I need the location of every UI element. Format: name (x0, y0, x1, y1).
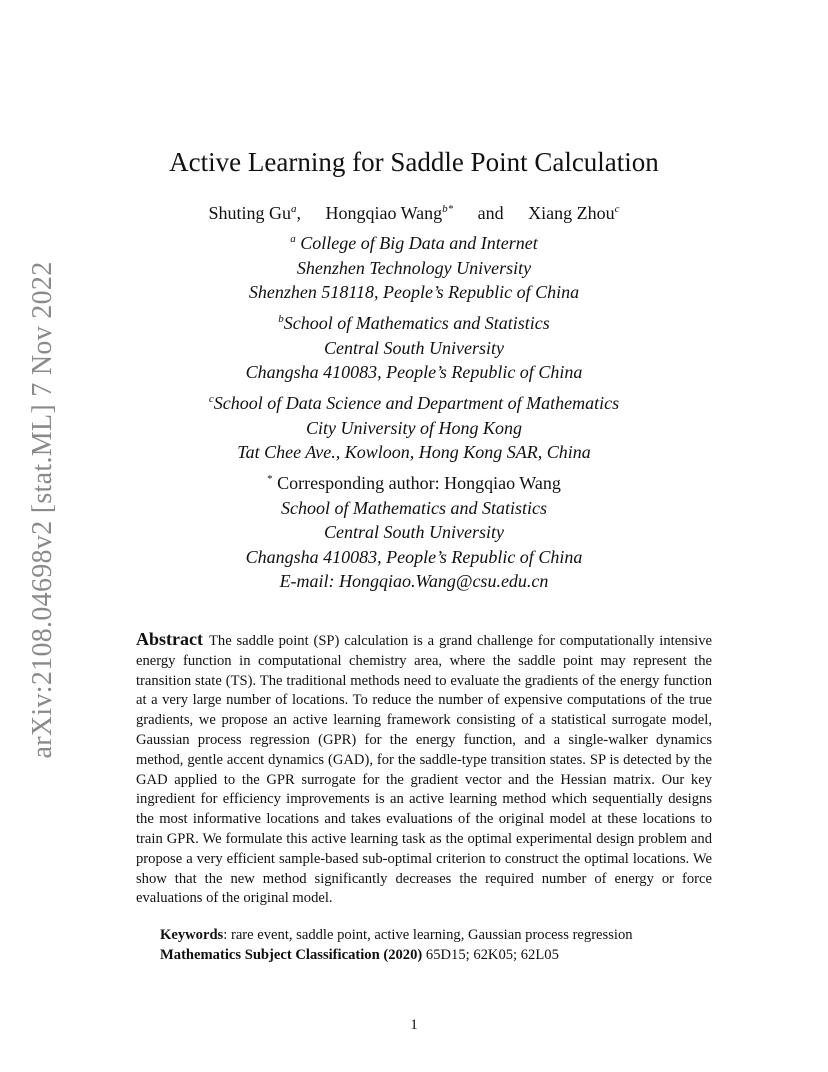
abstract-text: The saddle point (SP) calculation is a grand challenge for computationally intensive energy function in computational chemistry area, where the saddle point may represent the transition state (TS). The traditional methods need to evaluate the gradients of the energy function at a very large number of locations. To reduce the number of expensive computations of the true gradients, we propose an active learning framework consisting of a statistical surrogate model, Gaussian process regression (GPR) for the energy function, and a single-walker dynamics method, gentle accent dynamics (GAD), for the saddle-type transition states. SP is detected by the GAD applied to the GPR surrogate for the gradient vector and the Hessian matrix. Our key ingredient for efficiency improvements is an active learning method which sequentially designs the most informative locations and takes evaluations of the original model at these locations to train GPR. We formulate this active learning task as the optimal experimental design problem and propose a very efficient sample-based sub-optimal criterion to construct the optimal locations. We show that the new method significantly decreases the required number of energy or force evaluations of the original model. (136, 633, 712, 907)
page-number: 1 (410, 1017, 418, 1033)
abstract-heading: Abstract (136, 629, 203, 649)
subject-classification: Mathematics Subject Classification (2020) 65D15; 62K05; 62L05 (160, 947, 559, 963)
affiliation-b: $^b$School of Mathematics and Statistics Central South University Changsha 410083, People’s Republic of China (245, 313, 583, 382)
keywords: Keywords: rare event, saddle point, active learning, Gaussian process regression (160, 927, 633, 943)
author-list (0, 203, 828, 224)
affiliation-c: $^c$School of Data Science and Department of Mathematics City University of Hong Kong Tat Chee Ave., Kowloon, Hong Kong SAR, China (208, 393, 620, 462)
author-wang: Hongqiao Wang$^{b*}$ (325, 203, 454, 223)
author-conjunction: and (477, 203, 504, 223)
author-zhou: Xiang Zhou$^c$ (528, 203, 620, 223)
abstract (136, 630, 712, 909)
corresponding-author: * Corresponding author: Hongqiao Wang School of Mathematics and Statistics Central South University Changsha 410083, People’s Republic of China E-mail: Hongqiao.Wang@csu.edu.cn (0, 467, 828, 594)
paper-title: Active Learning for Saddle Point Calculation (169, 147, 659, 177)
author-gu: Shuting Gu$^a$, (208, 203, 301, 223)
arxiv-identifier: arXiv:2108.04698v2 [stat.ML] 7 Nov 2022 (27, 261, 58, 759)
contact-email[interactable]: E-mail: Hongqiao.Wang@csu.edu.cn (279, 571, 549, 591)
affiliation-a: $^a$ College of Big Data and Internet Shenzhen Technology University Shenzhen 518118, People’s Republic of China (248, 233, 580, 302)
